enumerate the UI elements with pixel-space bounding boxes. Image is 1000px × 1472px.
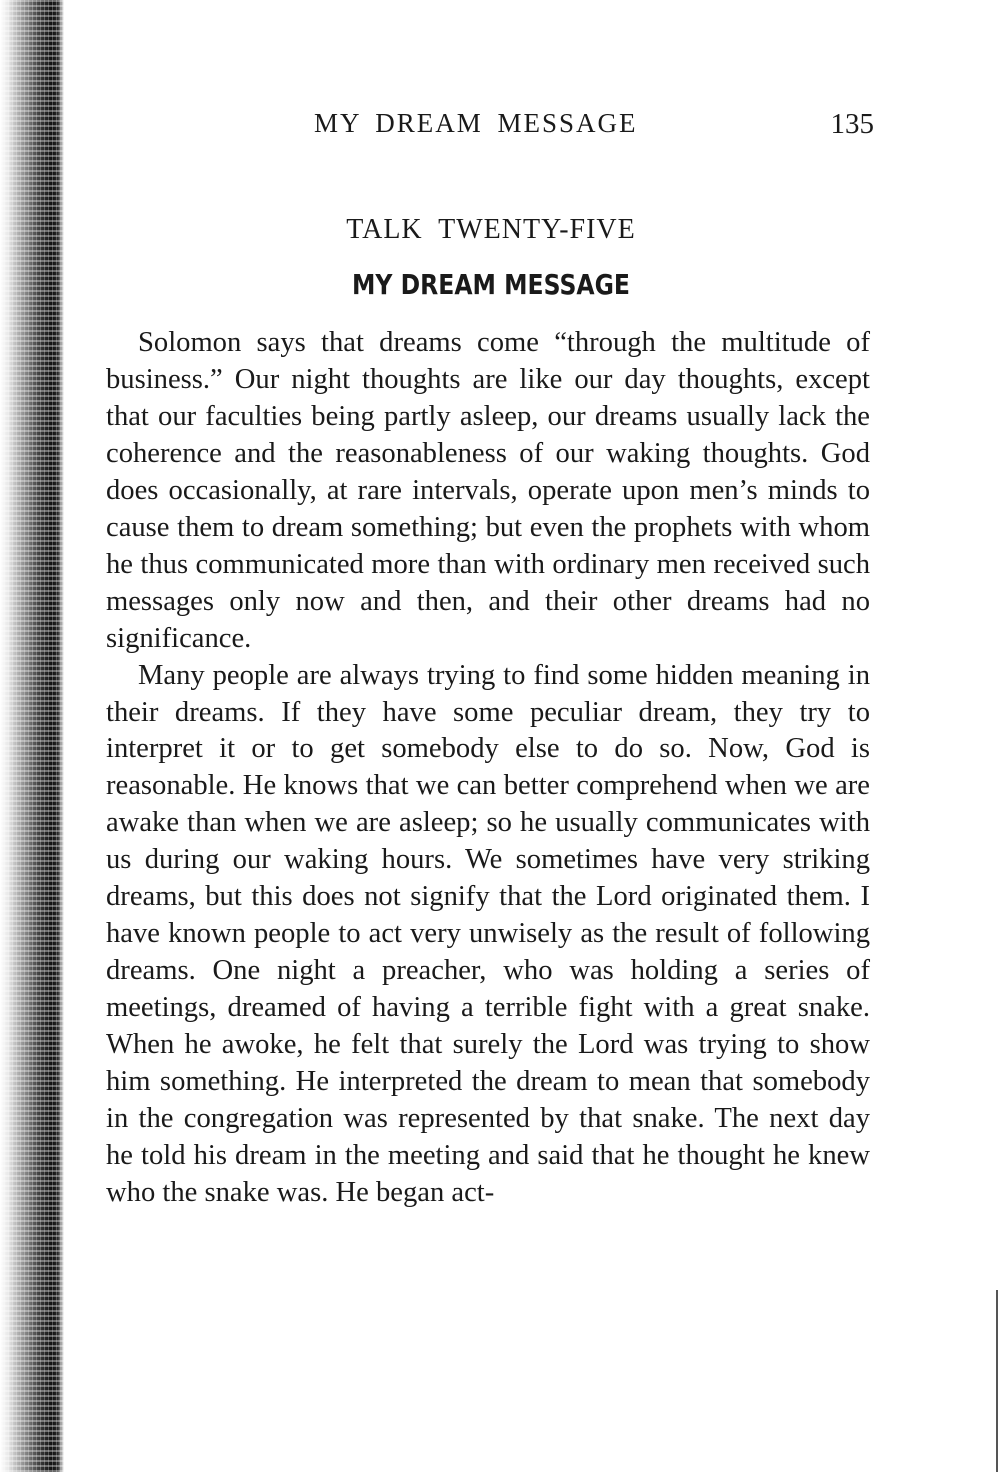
talk-number: TALK TWENTY-FIVE (346, 214, 636, 245)
right-edge-mark (996, 1290, 998, 1472)
running-head (106, 108, 874, 148)
page-binding-edge (0, 0, 64, 1472)
paragraph-2: Many people are always trying to find some hidden meaning in their dreams. If they have some peculiar dream, they try to interpret it or to get somebody else to do so. Now, God is reasonable. He knows that we can better comprehend when we are awake than when we are asleep; so he usually communicates with us during our waking hours. We sometimes have very striking dreams, but this does not signify that the Lord originated them. I have known people to act very unwisely as the result of following dreams. One night a preacher, who was holding a series of meetings, dreamed of having a terrible fight with a great snake. When he awoke, he felt that surely the Lord was trying to show him something. He interpreted the dream to mean that somebody in the congregation was represented by that snake. The next day he told his dream in the meeting and said that he thought he knew who the snake was. He began act- (106, 659, 870, 1208)
chapter-title: MY DREAM MESSAGE (351, 268, 630, 301)
body-text (106, 325, 870, 1212)
running-head-title: MY DREAM MESSAGE (314, 108, 638, 138)
page-number: 135 (830, 108, 874, 140)
paragraph-1: Solomon says that dreams come “through the multitude of business.” Our night thoughts are like our day thoughts, except that our faculties being partly asleep, our dreams usually lack the coherence and the reasonableness of our waking thoughts. God does occasionally, at rare intervals, operate upon men’s minds to cause them to dream something; but even the prophets with whom he thus communicated more than with ordinary men received such messages only now and then, and their other dreams had no significance. (106, 327, 870, 654)
